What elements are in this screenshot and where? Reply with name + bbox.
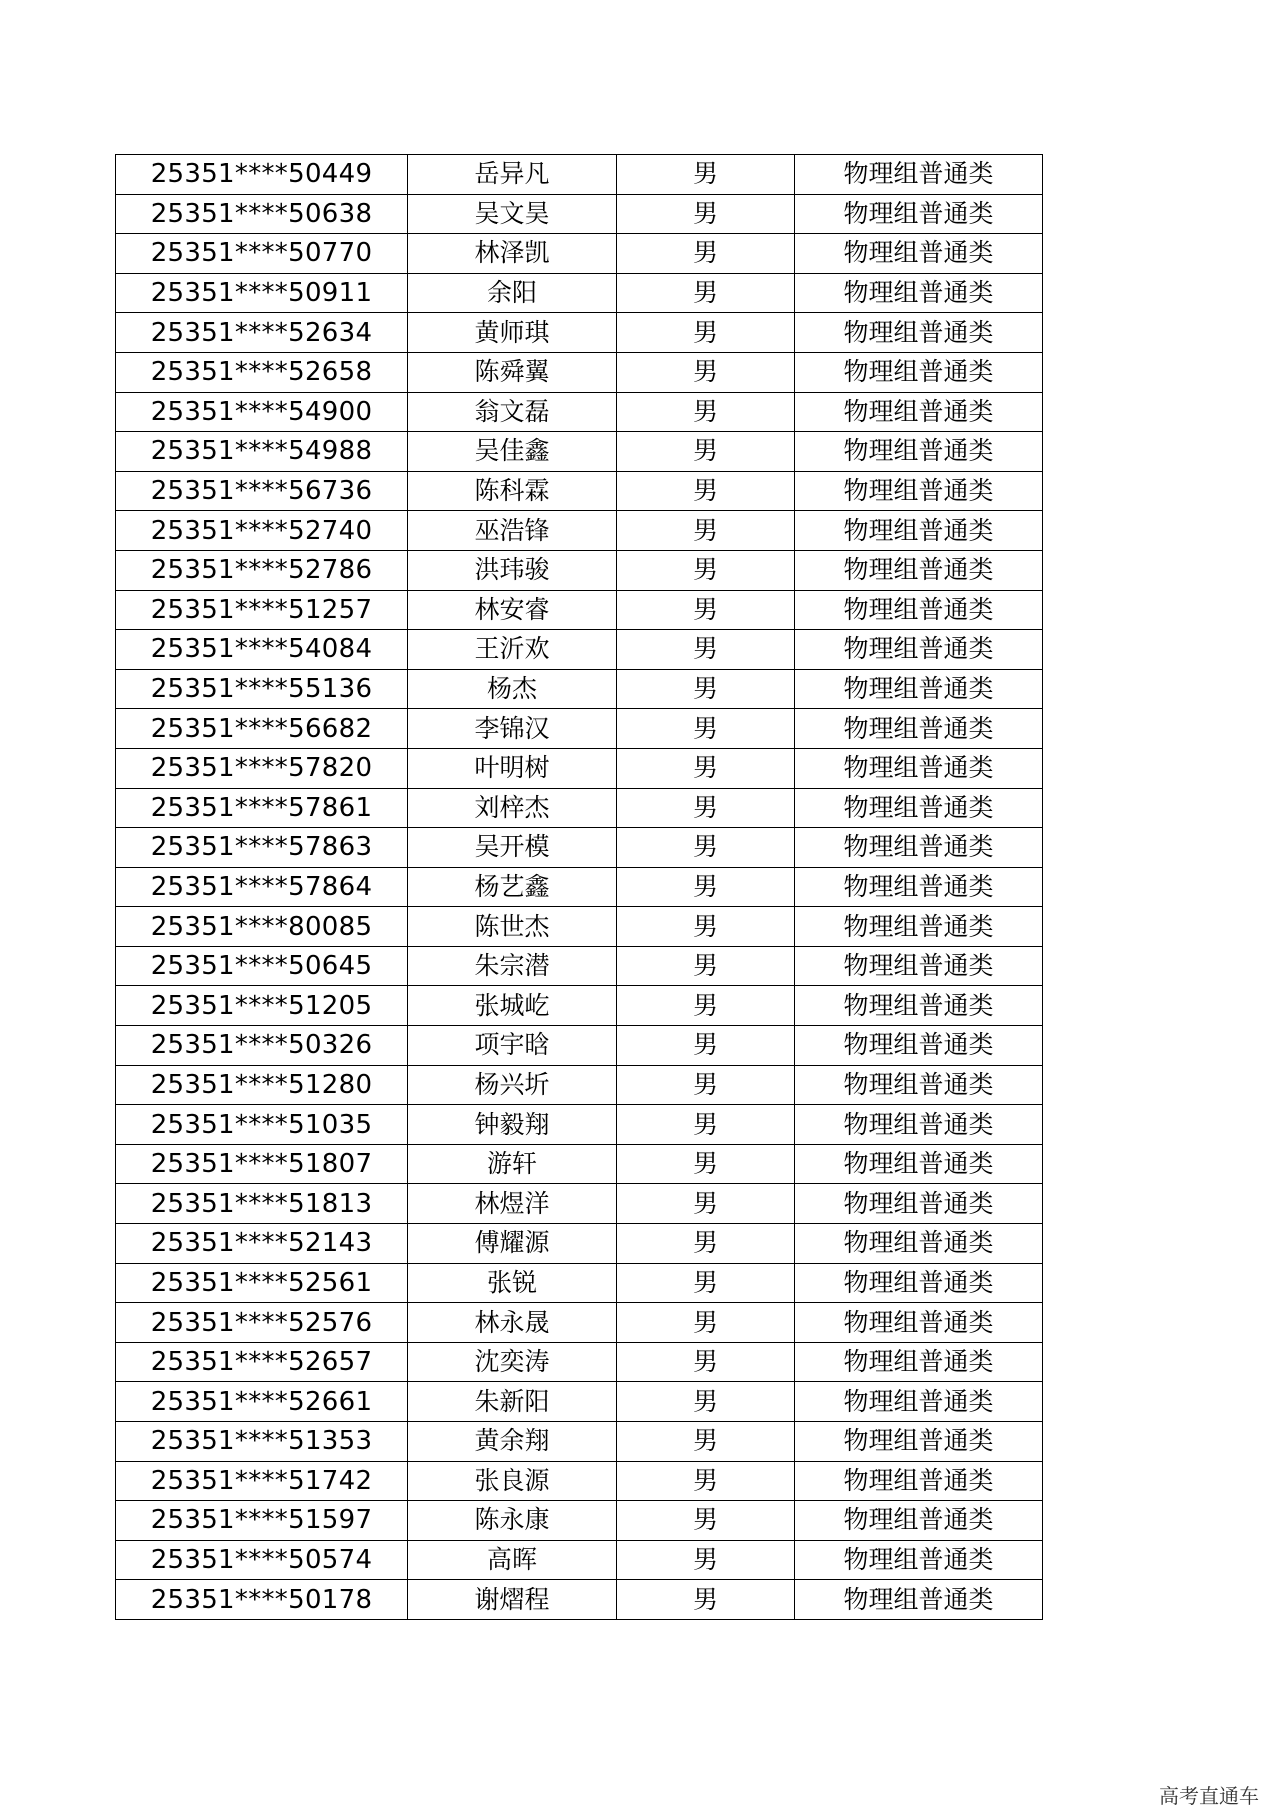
gender-cell: 男 xyxy=(617,788,795,828)
student-name-cell: 林泽凯 xyxy=(408,234,617,274)
category-cell: 物理组普通类 xyxy=(795,788,1043,828)
exam-number-cell: 25351****54988 xyxy=(116,432,408,472)
table-row xyxy=(116,946,1043,986)
gender-cell: 男 xyxy=(617,1540,795,1580)
student-name-cell: 谢熠程 xyxy=(408,1580,617,1620)
student-name-cell: 杨杰 xyxy=(408,669,617,709)
category-cell: 物理组普通类 xyxy=(795,828,1043,868)
exam-number-cell: 25351****52658 xyxy=(116,352,408,392)
exam-number-cell: 25351****51807 xyxy=(116,1144,408,1184)
category-cell: 物理组普通类 xyxy=(795,630,1043,670)
category-cell: 物理组普通类 xyxy=(795,273,1043,313)
table-row xyxy=(116,392,1043,432)
student-name-cell: 黄余翔 xyxy=(408,1422,617,1462)
table-row xyxy=(116,1580,1043,1620)
exam-number-cell: 25351****51280 xyxy=(116,1065,408,1105)
category-cell: 物理组普通类 xyxy=(795,867,1043,907)
student-name-cell: 李锦汉 xyxy=(408,709,617,749)
table-row xyxy=(116,352,1043,392)
gender-cell: 男 xyxy=(617,1105,795,1145)
category-cell: 物理组普通类 xyxy=(795,669,1043,709)
gender-cell: 男 xyxy=(617,273,795,313)
gender-cell: 男 xyxy=(617,867,795,907)
student-name-cell: 林永晟 xyxy=(408,1303,617,1343)
exam-number-cell: 25351****50574 xyxy=(116,1540,408,1580)
gender-cell: 男 xyxy=(617,550,795,590)
watermark-text: 高考直通车 xyxy=(1159,1784,1259,1808)
table-row xyxy=(116,194,1043,234)
exam-number-cell: 25351****50326 xyxy=(116,1026,408,1066)
gender-cell: 男 xyxy=(617,471,795,511)
gender-cell: 男 xyxy=(617,1461,795,1501)
gender-cell: 男 xyxy=(617,234,795,274)
gender-cell: 男 xyxy=(617,946,795,986)
student-name-cell: 岳异凡 xyxy=(408,155,617,195)
student-name-cell: 陈科霖 xyxy=(408,471,617,511)
student-roster-table xyxy=(115,154,1043,1620)
exam-number-cell: 25351****54900 xyxy=(116,392,408,432)
category-cell: 物理组普通类 xyxy=(795,1501,1043,1541)
table-row xyxy=(116,590,1043,630)
table-row xyxy=(116,1026,1043,1066)
roster-body xyxy=(116,155,1043,1620)
category-cell: 物理组普通类 xyxy=(795,234,1043,274)
table-row xyxy=(116,1263,1043,1303)
gender-cell: 男 xyxy=(617,1342,795,1382)
gender-cell: 男 xyxy=(617,1026,795,1066)
category-cell: 物理组普通类 xyxy=(795,986,1043,1026)
category-cell: 物理组普通类 xyxy=(795,1422,1043,1462)
exam-number-cell: 25351****51353 xyxy=(116,1422,408,1462)
student-name-cell: 陈世杰 xyxy=(408,907,617,947)
table-row xyxy=(116,511,1043,551)
student-name-cell: 张锐 xyxy=(408,1263,617,1303)
table-row xyxy=(116,1303,1043,1343)
category-cell: 物理组普通类 xyxy=(795,392,1043,432)
gender-cell: 男 xyxy=(617,1422,795,1462)
exam-number-cell: 25351****57820 xyxy=(116,748,408,788)
category-cell: 物理组普通类 xyxy=(795,511,1043,551)
exam-number-cell: 25351****51205 xyxy=(116,986,408,1026)
gender-cell: 男 xyxy=(617,1303,795,1343)
table-row xyxy=(116,748,1043,788)
student-name-cell: 吴文昊 xyxy=(408,194,617,234)
category-cell: 物理组普通类 xyxy=(795,1342,1043,1382)
gender-cell: 男 xyxy=(617,352,795,392)
table-row xyxy=(116,1184,1043,1224)
gender-cell: 男 xyxy=(617,313,795,353)
gender-cell: 男 xyxy=(617,1224,795,1264)
table-row xyxy=(116,550,1043,590)
category-cell: 物理组普通类 xyxy=(795,471,1043,511)
student-name-cell: 黄师琪 xyxy=(408,313,617,353)
category-cell: 物理组普通类 xyxy=(795,1461,1043,1501)
student-name-cell: 张城屹 xyxy=(408,986,617,1026)
gender-cell: 男 xyxy=(617,194,795,234)
exam-number-cell: 25351****56736 xyxy=(116,471,408,511)
student-name-cell: 陈舜翼 xyxy=(408,352,617,392)
exam-number-cell: 25351****50449 xyxy=(116,155,408,195)
student-name-cell: 朱宗潜 xyxy=(408,946,617,986)
table-row xyxy=(116,432,1043,472)
gender-cell: 男 xyxy=(617,669,795,709)
exam-number-cell: 25351****50638 xyxy=(116,194,408,234)
category-cell: 物理组普通类 xyxy=(795,550,1043,590)
student-name-cell: 沈奕涛 xyxy=(408,1342,617,1382)
exam-number-cell: 25351****57864 xyxy=(116,867,408,907)
table-row xyxy=(116,630,1043,670)
student-name-cell: 傅耀源 xyxy=(408,1224,617,1264)
category-cell: 物理组普通类 xyxy=(795,1184,1043,1224)
student-name-cell: 杨兴圻 xyxy=(408,1065,617,1105)
exam-number-cell: 25351****52661 xyxy=(116,1382,408,1422)
category-cell: 物理组普通类 xyxy=(795,194,1043,234)
gender-cell: 男 xyxy=(617,432,795,472)
table-row xyxy=(116,986,1043,1026)
student-name-cell: 洪玮骏 xyxy=(408,550,617,590)
exam-number-cell: 25351****52740 xyxy=(116,511,408,551)
exam-number-cell: 25351****80085 xyxy=(116,907,408,947)
category-cell: 物理组普通类 xyxy=(795,352,1043,392)
table-row xyxy=(116,1065,1043,1105)
exam-number-cell: 25351****56682 xyxy=(116,709,408,749)
student-name-cell: 刘梓杰 xyxy=(408,788,617,828)
table-row xyxy=(116,709,1043,749)
exam-number-cell: 25351****51813 xyxy=(116,1184,408,1224)
table-row xyxy=(116,313,1043,353)
student-name-cell: 游轩 xyxy=(408,1144,617,1184)
student-name-cell: 翁文磊 xyxy=(408,392,617,432)
category-cell: 物理组普通类 xyxy=(795,1224,1043,1264)
student-name-cell: 巫浩锋 xyxy=(408,511,617,551)
table-row xyxy=(116,1144,1043,1184)
gender-cell: 男 xyxy=(617,986,795,1026)
student-name-cell: 朱新阳 xyxy=(408,1382,617,1422)
table-row xyxy=(116,1105,1043,1145)
table-row xyxy=(116,1342,1043,1382)
exam-number-cell: 25351****50178 xyxy=(116,1580,408,1620)
student-name-cell: 项宇晗 xyxy=(408,1026,617,1066)
table-row xyxy=(116,471,1043,511)
exam-number-cell: 25351****52634 xyxy=(116,313,408,353)
student-name-cell: 余阳 xyxy=(408,273,617,313)
table-row xyxy=(116,788,1043,828)
table-row xyxy=(116,669,1043,709)
table-row xyxy=(116,273,1043,313)
exam-number-cell: 25351****50911 xyxy=(116,273,408,313)
exam-number-cell: 25351****57861 xyxy=(116,788,408,828)
exam-number-cell: 25351****54084 xyxy=(116,630,408,670)
category-cell: 物理组普通类 xyxy=(795,709,1043,749)
exam-number-cell: 25351****50770 xyxy=(116,234,408,274)
gender-cell: 男 xyxy=(617,1501,795,1541)
table-row xyxy=(116,1422,1043,1462)
exam-number-cell: 25351****51257 xyxy=(116,590,408,630)
student-name-cell: 叶明树 xyxy=(408,748,617,788)
exam-number-cell: 25351****52143 xyxy=(116,1224,408,1264)
category-cell: 物理组普通类 xyxy=(795,1065,1043,1105)
student-name-cell: 林安睿 xyxy=(408,590,617,630)
student-name-cell: 杨艺鑫 xyxy=(408,867,617,907)
gender-cell: 男 xyxy=(617,1144,795,1184)
student-name-cell: 吴佳鑫 xyxy=(408,432,617,472)
category-cell: 物理组普通类 xyxy=(795,1382,1043,1422)
gender-cell: 男 xyxy=(617,748,795,788)
category-cell: 物理组普通类 xyxy=(795,1263,1043,1303)
category-cell: 物理组普通类 xyxy=(795,1105,1043,1145)
gender-cell: 男 xyxy=(617,1263,795,1303)
category-cell: 物理组普通类 xyxy=(795,907,1043,947)
exam-number-cell: 25351****57863 xyxy=(116,828,408,868)
gender-cell: 男 xyxy=(617,590,795,630)
gender-cell: 男 xyxy=(617,630,795,670)
exam-number-cell: 25351****52786 xyxy=(116,550,408,590)
table-row xyxy=(116,1540,1043,1580)
student-name-cell: 吴开模 xyxy=(408,828,617,868)
table-row xyxy=(116,155,1043,195)
category-cell: 物理组普通类 xyxy=(795,155,1043,195)
table-row xyxy=(116,828,1043,868)
gender-cell: 男 xyxy=(617,1184,795,1224)
table-row xyxy=(116,1501,1043,1541)
table-row xyxy=(116,1382,1043,1422)
gender-cell: 男 xyxy=(617,392,795,432)
category-cell: 物理组普通类 xyxy=(795,1026,1043,1066)
category-cell: 物理组普通类 xyxy=(795,1144,1043,1184)
gender-cell: 男 xyxy=(617,155,795,195)
student-name-cell: 王沂欢 xyxy=(408,630,617,670)
gender-cell: 男 xyxy=(617,511,795,551)
table-row xyxy=(116,1461,1043,1501)
exam-number-cell: 25351****51597 xyxy=(116,1501,408,1541)
exam-number-cell: 25351****51035 xyxy=(116,1105,408,1145)
student-name-cell: 钟毅翔 xyxy=(408,1105,617,1145)
category-cell: 物理组普通类 xyxy=(795,313,1043,353)
category-cell: 物理组普通类 xyxy=(795,1540,1043,1580)
exam-number-cell: 25351****52657 xyxy=(116,1342,408,1382)
student-name-cell: 张良源 xyxy=(408,1461,617,1501)
category-cell: 物理组普通类 xyxy=(795,946,1043,986)
gender-cell: 男 xyxy=(617,1065,795,1105)
exam-number-cell: 25351****51742 xyxy=(116,1461,408,1501)
category-cell: 物理组普通类 xyxy=(795,590,1043,630)
table-row xyxy=(116,234,1043,274)
table-row xyxy=(116,907,1043,947)
gender-cell: 男 xyxy=(617,1580,795,1620)
category-cell: 物理组普通类 xyxy=(795,748,1043,788)
student-name-cell: 林煜洋 xyxy=(408,1184,617,1224)
exam-number-cell: 25351****52576 xyxy=(116,1303,408,1343)
student-name-cell: 高晖 xyxy=(408,1540,617,1580)
gender-cell: 男 xyxy=(617,828,795,868)
exam-number-cell: 25351****55136 xyxy=(116,669,408,709)
exam-number-cell: 25351****52561 xyxy=(116,1263,408,1303)
category-cell: 物理组普通类 xyxy=(795,1580,1043,1620)
gender-cell: 男 xyxy=(617,1382,795,1422)
exam-number-cell: 25351****50645 xyxy=(116,946,408,986)
table-row xyxy=(116,867,1043,907)
category-cell: 物理组普通类 xyxy=(795,1303,1043,1343)
gender-cell: 男 xyxy=(617,709,795,749)
gender-cell: 男 xyxy=(617,907,795,947)
table-row xyxy=(116,1224,1043,1264)
category-cell: 物理组普通类 xyxy=(795,432,1043,472)
student-name-cell: 陈永康 xyxy=(408,1501,617,1541)
